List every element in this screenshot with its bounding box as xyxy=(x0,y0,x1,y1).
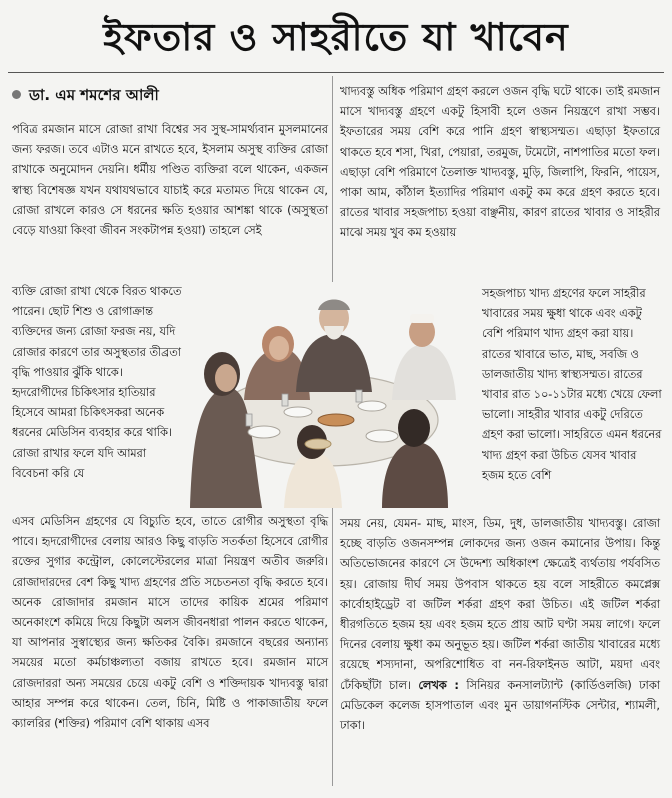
author-credentials: সিনিয়র কনসালট্যান্ট (কার্ডিওলজি) ঢাকা মেডিকেল কলেজ হাসপাতাল এবং মুন ডায়াগনস্টিক সেন্টার, শ্যামলী, ঢাকা। xyxy=(340,678,661,733)
left-bottom-paragraph: এসব মেডিসিন গ্রহণের যে বিচ্যুতি হবে, তাতে রোগীর অসুস্থতা বৃদ্ধি পাবে। হৃদরোগীদের বেলায় আরও কিছু বাড়তি সতর্কতা হিসেবে রোগীর রক্তের সুগার কন্ট্রোল, কোলেস্টেরলের মাত্রা নিয়ন্ত্রণ অতীব জরুরি। রোজাদারদের বেশ কিছু খাদ্য গ্রহণের প্রতি সচেতনতা বৃদ্ধি করতে হবে। অনেক রোজাদার রমজান মাসে তাদের কায়িক শ্রমের পরিমাণ অনেকাংশে কমিয়ে দিয়ে কিছুটা অলস জীবনধারা পালন করতে থাকেন, যা আপনার সুস্বাস্থ্যের জন্য ক্ষতিকর বৈকি। রমজানে বছরের অন্যান্য সময়ের মতো কর্মচাঞ্চল্যতা বজায় রাখতে হবে। রমজান মাসে রোজদাররা অন্য সময়ের চেয়ে একটু বেশি ও শক্তিদায়ক খাদ্যবস্তু দ্বারা আহার সম্পন্ন করে থাকেন। তেল, চিনি, মিষ্টি ও পাকাজাতীয় ফলে ক্যালরির (শক্তির) পরিমাণ বেশি থাকায় এসব xyxy=(12,515,328,731)
right-top-paragraph: খাদ্যবস্তু অধিক পরিমাণ গ্রহণ করলে ওজন বৃদ্ধি ঘটে থাকে। তাই রমজান মাসে খাদ্যবস্তু গ্রহণে একটু হিসাবী হলে ওজন নিয়ন্ত্রণে রাখা সম্ভব। ইফতারের সময় বেশি করে পানি গ্রহণ স্বাস্থ্যসম্মত। এছাড়া ইফতারে থাকতে হবে শসা, খিরা, পেয়ারা, তরমুজ, টমেটো, নাশপাতির মতো ফল। এছাড়া বেশি পরিমাণে তৈলাক্ত খাদ্যবস্তু, মুড়ি, জিলাপি, ফিরনি, পায়েস, পাকা আম, কাঁঠাল ইত্যাদির পরিমাণ একটু কম করে গ্রহণ করতে হবে। রাতের খাবার সহজপাচ্য হওয়া বাঞ্ছনীয়, কারণ রাতের খাবার ও সাহরীর মাঝে সময় খুব কম হওয়ায় xyxy=(340,85,660,240)
right-side-text: সহজপাচ্য খাদ্য গ্রহণের ফলে সাহরীর খাবারের সময় ক্ষুধা থাকে এবং একটু বেশি পরিমাণ খাদ্য গ্রহণ করা যায়। রাতের খাবারে ভাত, মাছ, সবজি ও ডালজাতীয় খাদ্য স্বাস্থ্যসম্মত। রাতের খাবার রাত ১০-১১টার মধ্যে খেয়ে ফেলা ভালো। সাহরীর খাবার একটু দেরিতে গ্রহণ করা ভালো। সাহরিতে এমন ধরনের খাদ্য গ্রহণ করা উচিত যেসব খাবার হজম হতে বেশি xyxy=(482,287,662,482)
left-intro-paragraph: পবিত্র রমজান মাসে রোজা রাখা বিশ্বের সব সুস্থ-সামর্থ্যবান মুসলমানের জন্য ফরজ। তবে এটাও মনে রাখতে হবে, ইসলাম অসুস্থ ব্যক্তির রোজা রাখাকে অনুমোদন দেয়নি। ধর্মীয় পণ্ডিত ব্যক্তিরা বলে থাকেন, একজন স্বাস্থ্য বিশেষজ্ঞ যখন যথাযথভাবে যাচাই করে মতামত দিয়ে থাকেন যে, রোজা রাখলে কারও সে ধরনের ক্ষতি হওয়ার আশঙ্কা থাকে (অসুস্থতা বেড়ে যাওয়া কিংবা জীবন সংকটাপন্ন হওয়া) তাহলে সেই xyxy=(12,123,328,238)
bullet-icon xyxy=(12,90,21,99)
author-name: ডা. এম শমশের আলী xyxy=(29,86,159,104)
left-side-text: ব্যক্তি রোজা রাখা থেকে বিরত থাকতে পারেন। ছোট শিশু ও রোগাক্রান্ত ব্যক্তিদের জন্য রোজা ফরজ নয়, যদি রোজার কারণে তার অসুস্থতার তীব্রতা বৃদ্ধি পাওয়ার ঝুঁকি থাকে। হৃদরোগীদের চিকিৎসার হাতিয়ার হিসেবে আমরা চিকিৎসকরা অনেক ধরনের মেডিসিন ব্যবহার করে থাকি। রোজা রাখার ফলে যদি আমরা বিবেচনা করি যে xyxy=(12,285,182,480)
family-iftar-photo xyxy=(186,282,464,508)
headline: ইফতার ও সাহরীতে যা খাবেন xyxy=(103,14,569,59)
author-label: লেখক : xyxy=(418,678,459,692)
right-bottom-paragraph xyxy=(340,514,660,736)
right-bottom-text: সময় নেয়, যেমন- মাছ, মাংস, ডিম, দুধ, ডালজাতীয় খাদ্যবস্তু। রোজা হচ্ছে বাড়তি ওজনসম্পন্ন লোকদের জন্য ওজন কমানোর উপায়। কিন্তু অতিভোজনের কারণে সে উদ্দেশ্য অধিকাংশ ক্ষেত্রেই ব্যর্থতায় পর্যবসিত হয়। রোজায় দীর্ঘ সময় উপবাস থাকতে হয় বলে সাহরীতে কমপ্লেক্স কার্বোহাইড্রেট বা জটিল শর্করা গ্রহণ করা উচিত। এই জটিল শর্করা ধীরগতিতে হজম হয় এবং হজম হতে প্রায় আট ঘণ্টা সময় লাগে। ফলে দিনের বেলায় ক্ষুধা কম অনুভূত হয়। জটিল শর্করা জাতীয় খাবারের মধ্যে রয়েছে শস্যদানা, অপরিশোধিত বা নন-রিফাইনড আটা, ময়দা এবং ঢেঁকিছাঁটা চাল। xyxy=(340,517,660,692)
byline xyxy=(12,84,159,106)
headline-rule xyxy=(8,72,664,73)
